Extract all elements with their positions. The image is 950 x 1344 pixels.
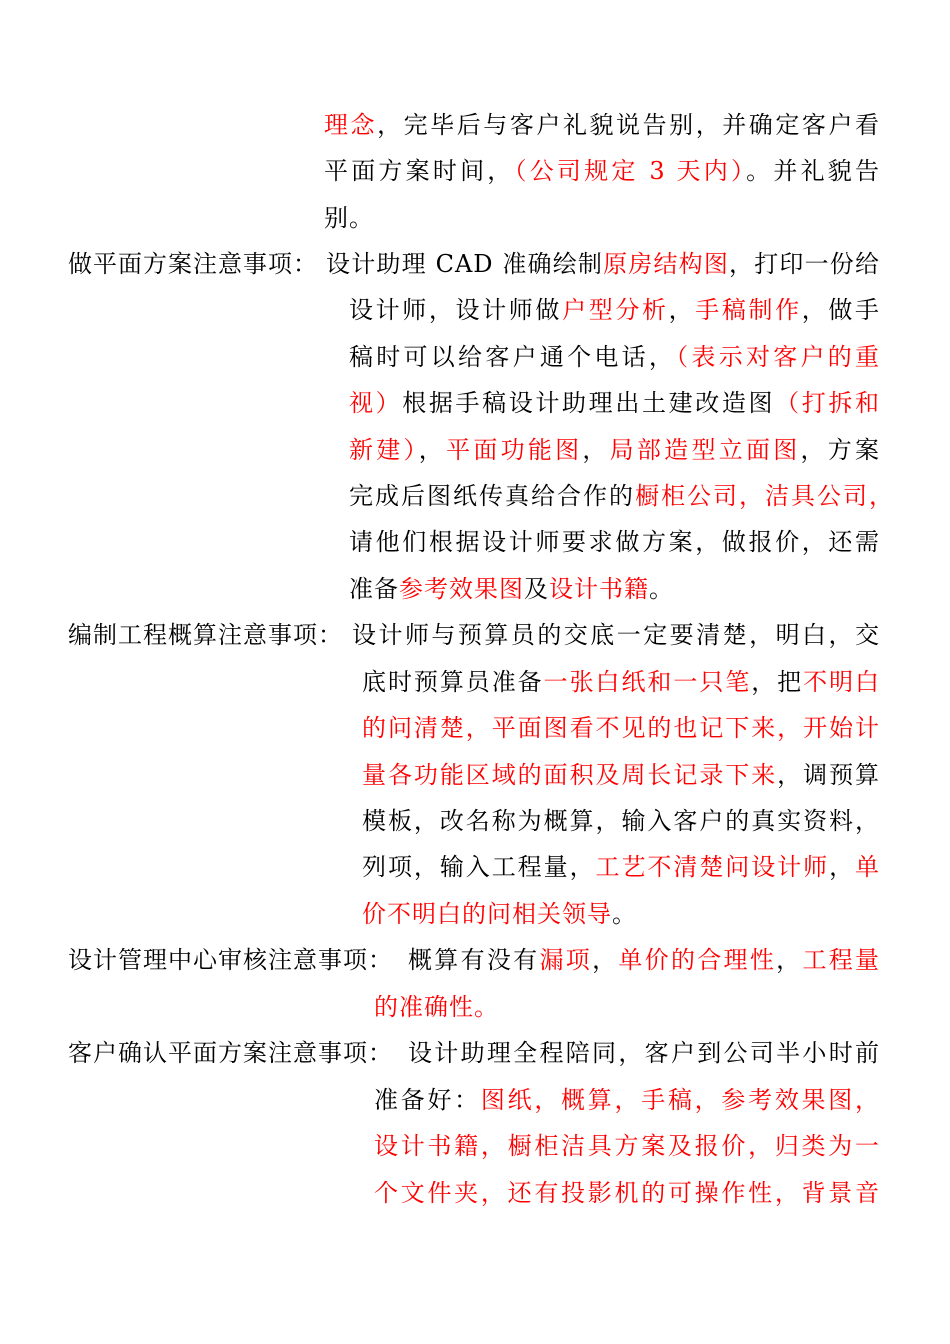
body-text: 设计助理全程陪同，客户到公司半小时前 bbox=[408, 1039, 880, 1067]
highlight-text: （打拆和 bbox=[775, 389, 881, 417]
paragraph-line bbox=[362, 713, 880, 743]
paragraph-line bbox=[374, 1085, 880, 1115]
body-text: 。 bbox=[612, 900, 637, 928]
body-text: ，调预算 bbox=[777, 761, 881, 789]
paragraph-line bbox=[326, 249, 880, 279]
highlight-text: （表示对客户的重 bbox=[676, 343, 881, 371]
paragraph-line bbox=[352, 620, 880, 650]
body-text: 。并礼貌告 bbox=[746, 157, 881, 185]
highlight-text: 原房结构图 bbox=[603, 250, 730, 278]
body-text: 概算有没有 bbox=[408, 946, 540, 974]
body-text: 请他们根据设计师要求做方案，做报价，还需 bbox=[349, 528, 880, 556]
body-text: 别。 bbox=[324, 204, 374, 232]
body-text: 设计助理 CAD 准确绘制 bbox=[326, 250, 604, 278]
highlight-text: 个文件夹，还有投影机的可操作性，背景音 bbox=[374, 1179, 880, 1207]
body-text: 及 bbox=[524, 575, 549, 603]
highlight-text: 工程量 bbox=[802, 946, 881, 974]
paragraph-line bbox=[408, 945, 880, 975]
body-text: 稿时可以给客户通个电话， bbox=[349, 343, 677, 371]
paragraph-line bbox=[349, 342, 880, 372]
section-title: 做平面方案注意事项： bbox=[68, 250, 318, 278]
highlight-text: 价不明白的问相关领导 bbox=[362, 900, 612, 928]
highlight-text: 单价的合理性 bbox=[618, 946, 777, 974]
paragraph-line bbox=[324, 156, 880, 186]
body-text: ， bbox=[582, 436, 610, 464]
highlight-text: 设计书籍 bbox=[549, 575, 649, 603]
paragraph-line bbox=[362, 899, 880, 929]
body-text: ， bbox=[592, 946, 619, 974]
body-text: 底时预算员准备 bbox=[362, 668, 544, 696]
paragraph-line bbox=[374, 1131, 880, 1161]
highlight-text: 图纸，概算，手稿，参考效果图， bbox=[480, 1086, 881, 1114]
highlight-text: 的问清楚，平面图看不见的也记下来，开始计 bbox=[362, 714, 880, 742]
body-text: ，做手 bbox=[801, 296, 881, 324]
section-title: 客户确认平面方案注意事项： bbox=[68, 1039, 393, 1067]
highlight-text: （公司规定 3 天内） bbox=[514, 157, 747, 185]
paragraph-line bbox=[362, 806, 880, 836]
highlight-text: 新建） bbox=[349, 436, 419, 464]
paragraph-line bbox=[349, 435, 880, 465]
body-text: 平面方案时间， bbox=[324, 157, 515, 185]
body-text: 准备 bbox=[349, 575, 399, 603]
highlight-text: 参考效果图 bbox=[399, 575, 524, 603]
highlight-text: 设计书籍，橱柜洁具方案及报价，归类为一 bbox=[374, 1132, 880, 1160]
highlight-text: 一张白纸和一只笔 bbox=[543, 668, 752, 696]
paragraph-line bbox=[408, 1038, 880, 1068]
highlight-text: 户型分析 bbox=[562, 296, 669, 324]
body-text: 根据手稿设计助理出土建改造图 bbox=[402, 389, 776, 417]
highlight-text: 平面功能图 bbox=[446, 436, 583, 464]
highlight-text: 不明白 bbox=[803, 668, 881, 696]
highlight-text: 的准确性。 bbox=[374, 993, 499, 1021]
body-text: ， bbox=[418, 436, 447, 464]
body-text: ， bbox=[776, 946, 803, 974]
highlight-text: 量各功能区域的面积及周长记录下来 bbox=[362, 761, 778, 789]
body-text: 列项，输入工程量， bbox=[362, 853, 596, 881]
paragraph-line bbox=[362, 760, 880, 790]
body-text: ，打印一份给 bbox=[729, 250, 880, 278]
paragraph-line bbox=[374, 992, 880, 1022]
body-text: 完成后图纸传真给合作的 bbox=[349, 482, 635, 510]
body-text: 设计师与预算员的交底一定要清楚，明白，交 bbox=[352, 621, 880, 649]
paragraph-line bbox=[349, 481, 894, 511]
highlight-text: 手稿制作 bbox=[695, 296, 802, 324]
paragraph-line bbox=[349, 388, 880, 418]
section-title: 编制工程概算注意事项： bbox=[68, 621, 343, 649]
body-text: ，把 bbox=[751, 668, 804, 696]
paragraph-line bbox=[349, 527, 880, 557]
section-title: 设计管理中心审核注意事项： bbox=[68, 946, 393, 974]
highlight-text: 视） bbox=[349, 389, 403, 417]
paragraph-line bbox=[349, 574, 880, 604]
highlight-text: 橱柜公司，洁具公司， bbox=[635, 482, 894, 510]
body-text: 设计师，设计师做 bbox=[349, 296, 563, 324]
body-text: 。 bbox=[649, 575, 674, 603]
body-text: ，方案 bbox=[800, 436, 881, 464]
highlight-text: 单 bbox=[855, 853, 881, 881]
body-text: 模板，改名称为概算，输入客户的真实资料， bbox=[362, 807, 880, 835]
paragraph-line bbox=[362, 852, 880, 882]
paragraph-line bbox=[349, 295, 880, 325]
body-text: ， bbox=[829, 853, 856, 881]
highlight-text: 漏项 bbox=[539, 946, 593, 974]
paragraph-line bbox=[324, 203, 880, 233]
paragraph-line bbox=[324, 110, 880, 140]
body-text: ，完毕后与客户礼貌说告别，并确定客户看 bbox=[377, 111, 881, 139]
body-text: ， bbox=[668, 296, 696, 324]
highlight-text: 工艺不清楚问设计师 bbox=[595, 853, 830, 881]
body-text: 准备好： bbox=[374, 1086, 481, 1114]
paragraph-line bbox=[362, 667, 880, 697]
highlight-text: 局部造型立面图 bbox=[609, 436, 801, 464]
paragraph-line bbox=[374, 1178, 880, 1208]
highlight-text: 理念 bbox=[324, 111, 378, 139]
